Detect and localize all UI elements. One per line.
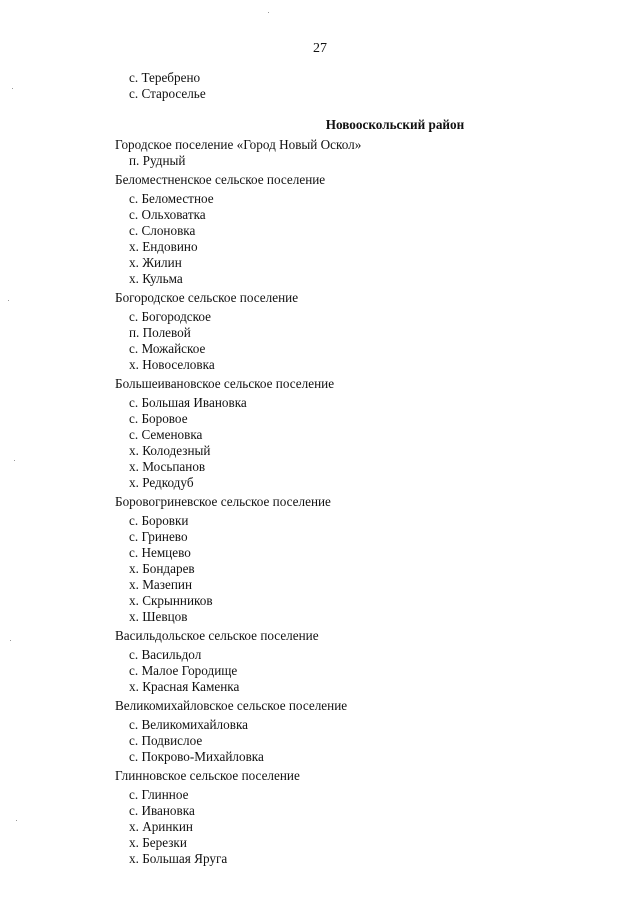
settlement-name: Большеивановское сельское поселение	[115, 376, 335, 391]
list-item: с. Покрово-Михайловка	[129, 749, 264, 764]
scan-speck	[14, 460, 15, 461]
settlement-name: Боровогриневское сельское поселение	[115, 494, 331, 509]
list-item: х. Редкодуб	[129, 475, 194, 490]
list-item: х. Мазепин	[129, 577, 193, 592]
list-item: с. Теребрено	[129, 70, 201, 85]
district-title: Новооскольский район	[325, 117, 465, 132]
scan-speck	[16, 820, 17, 821]
list-item: х. Колодезный	[129, 443, 211, 458]
settlement-name: Городское поселение «Город Новый Оскол»	[115, 137, 362, 152]
list-item: с. Беломестное	[129, 191, 214, 206]
list-item: с. Богородское	[129, 309, 212, 324]
list-item: с. Васильдол	[129, 647, 202, 662]
list-item: с. Глинное	[129, 787, 189, 802]
list-item: с. Семеновка	[129, 427, 203, 442]
settlement-name: Беломестненское сельское поселение	[115, 172, 326, 187]
continued-list	[115, 70, 615, 102]
list-item: х. Большая Яруга	[129, 851, 228, 866]
list-item: х. Мосьпанов	[129, 459, 206, 474]
list-item: п. Рудный	[129, 153, 186, 168]
list-item: с. Боровки	[129, 513, 189, 528]
list-item: с. Малое Городище	[129, 663, 238, 678]
list-item: с. Гринево	[129, 529, 188, 544]
list-item: с. Староселье	[129, 86, 206, 101]
list-item: х. Бондарев	[129, 561, 195, 576]
list-item: с. Боровое	[129, 411, 188, 426]
page-number: 27	[313, 41, 327, 56]
list-item: с. Можайское	[129, 341, 206, 356]
list-item: х. Кульма	[129, 271, 183, 286]
scan-speck	[10, 640, 11, 641]
document-body	[115, 70, 615, 867]
list-item: х. Новоселовка	[129, 357, 215, 372]
list-item: с. Ольховатка	[129, 207, 206, 222]
list-item: п. Полевой	[129, 325, 191, 340]
list-item: х. Красная Каменка	[129, 679, 240, 694]
list-item: х. Аринкин	[129, 819, 193, 834]
list-item: х. Березки	[129, 835, 187, 850]
list-item: х. Ендовино	[129, 239, 198, 254]
list-item: с. Великомихайловка	[129, 717, 249, 732]
list-item: с. Ивановка	[129, 803, 195, 818]
scan-speck	[268, 12, 269, 13]
settlement-name: Глинновское сельское поселение	[115, 768, 300, 783]
list-item: с. Подвислое	[129, 733, 203, 748]
list-item: х. Шевцов	[129, 609, 188, 624]
list-item: с. Большая Ивановка	[129, 395, 247, 410]
settlement-name: Богородское сельское поселение	[115, 290, 299, 305]
list-item: с. Слоновка	[129, 223, 196, 238]
list-item: х. Жилин	[129, 255, 182, 270]
settlement-name: Васильдольское сельское поселение	[115, 628, 319, 643]
scan-speck	[8, 300, 9, 301]
list-item: х. Скрынников	[129, 593, 213, 608]
settlement-name: Великомихайловское сельское поселение	[115, 698, 348, 713]
list-item: с. Немцево	[129, 545, 191, 560]
scan-speck	[12, 88, 13, 89]
